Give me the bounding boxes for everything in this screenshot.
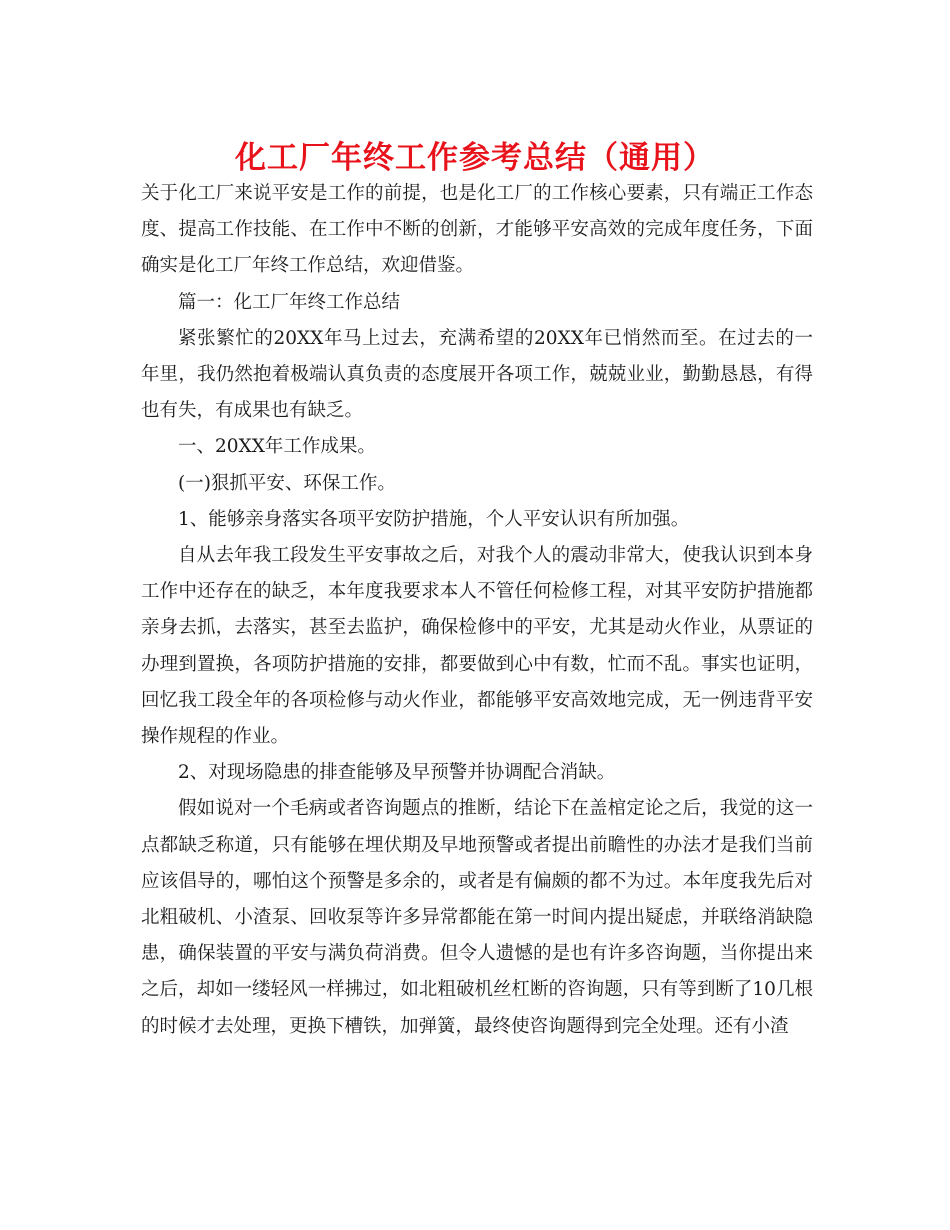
document-title: 化工厂年终工作参考总结（通用） — [235, 140, 715, 176]
item-heading-1: 1、能够亲身落实各项平安防护措施，个人平安认识有所加强。 — [178, 508, 690, 530]
body-paragraph: 紧张繁忙的20XX年马上过去，充满希望的20XX年已悄然而至。在过去的一年里，我仍然抱着极端认真负责的态度展开各项工作，兢兢业业，勤勤恳恳，有得也有失，有成果也有缺乏。 — [141, 327, 813, 422]
item-heading-2: 2、对现场隐患的排查能够及早预警并协调配合消缺。 — [178, 762, 616, 784]
subsection-heading-safety: (一)狠抓平安、环保工作。 — [178, 472, 396, 494]
section-heading-achievements: 一、20XX年工作成果。 — [178, 436, 376, 458]
document-body — [141, 176, 813, 1045]
body-paragraph: 自从去年我工段发生平安事故之后，对我个人的震动非常大，使我认识到本身工作中还存在的缺乏，本年度我要求本人不管任何检修工程，对其平安防护措施都亲身去抓，去落实，甚至去监护，确保检修中的平安，尤其是动火作业，从票证的办理到置换，各项防护措施的安排，都要做到心中有数，忙而不乱。事实也证明，回忆我工段全年的各项检修与动火作业，都能够平安高效地完成，无一例违背平安操作规程的作业。 — [141, 545, 813, 748]
intro-paragraph: 关于化工厂来说平安是工作的前提，也是化工厂的工作核心要素，只有端正工作态度、提高工作技能、在工作中不断的创新，才能够平安高效的完成年度任务，下面确实是化工厂年终工作总结，欢迎借鉴。 — [141, 183, 813, 277]
section-heading-part-one: 篇一：化工厂年终工作总结 — [178, 291, 401, 313]
body-paragraph: 假如说对一个毛病或者咨询题点的推断，结论下在盖棺定论之后，我觉的这一点都缺乏称道，只有能够在埋伏期及早地预警或者提出前瞻性的办法才是我们当前应该倡导的，哪怕这个预警是多余的，或者是有偏颇的都不为过。本年度我先后对北粗破机、小渣泵、回收泵等许多异常都能在第一时间内提出疑虑，并联络消缺隐患，确保装置的平安与满负荷消费。但令人遗憾的是也有许多咨询题，当你提出来之后，却如一缕轻风一样拂过，如北粗破机丝杠断的咨询题，只有等到断了10几根的时候才去处理，更换下槽铁，加弹簧，最终使咨询题得到完全处理。还有小渣 — [141, 798, 813, 1037]
